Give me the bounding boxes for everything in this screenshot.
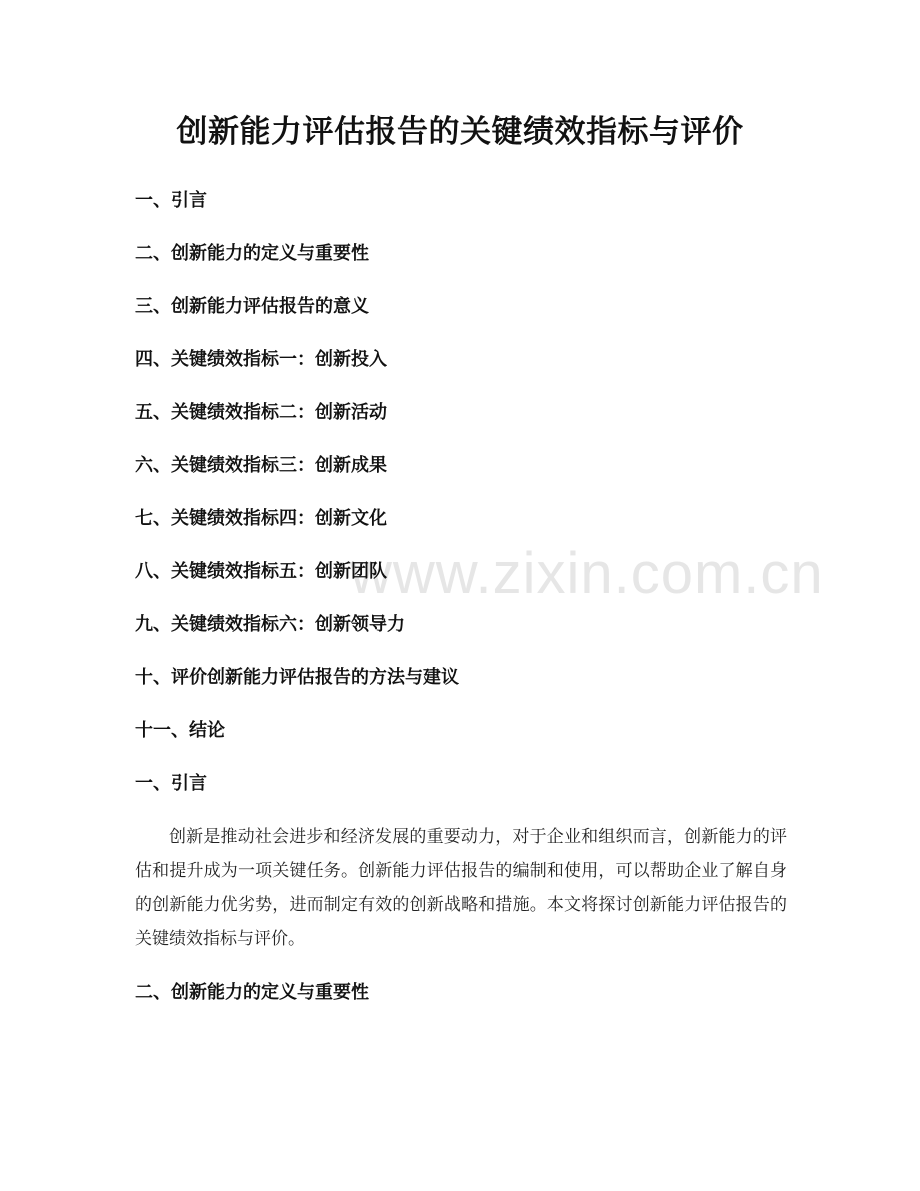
document-title: 创新能力评估报告的关键绩效指标与评价 bbox=[176, 114, 744, 150]
toc-item: 六、关键绩效指标三：创新成果 bbox=[135, 455, 387, 476]
toc-item: 八、关键绩效指标五：创新团队 bbox=[135, 561, 387, 582]
introduction-paragraph: 创新是推动社会进步和经济发展的重要动力，对于企业和组织而言，创新能力的评估和提升成为一项关键任务。创新能力评估报告的编制和使用，可以帮助企业了解自身的创新能力优劣势，进而制定有效的创新战略和措施。本文将探讨创新能力评估报告的关键绩效指标与评价。 bbox=[135, 827, 787, 949]
toc-item: 三、创新能力评估报告的意义 bbox=[135, 296, 369, 317]
watermark: www.zixin.com.cn bbox=[350, 541, 824, 606]
toc-item: 十一、结论 bbox=[135, 720, 225, 741]
toc-item: 四、关键绩效指标一：创新投入 bbox=[135, 349, 387, 370]
toc-item: 七、关键绩效指标四：创新文化 bbox=[135, 508, 387, 529]
section-heading-definition: 二、创新能力的定义与重要性 bbox=[135, 982, 369, 1003]
toc-item: 五、关键绩效指标二：创新活动 bbox=[135, 402, 387, 423]
table-of-contents bbox=[135, 186, 795, 769]
toc-item: 九、关键绩效指标六：创新领导力 bbox=[135, 614, 405, 635]
toc-item: 二、创新能力的定义与重要性 bbox=[135, 243, 369, 264]
toc-item: 十、评价创新能力评估报告的方法与建议 bbox=[135, 667, 459, 688]
section-heading-introduction: 一、引言 bbox=[135, 773, 207, 794]
toc-item: 一、引言 bbox=[135, 190, 207, 211]
